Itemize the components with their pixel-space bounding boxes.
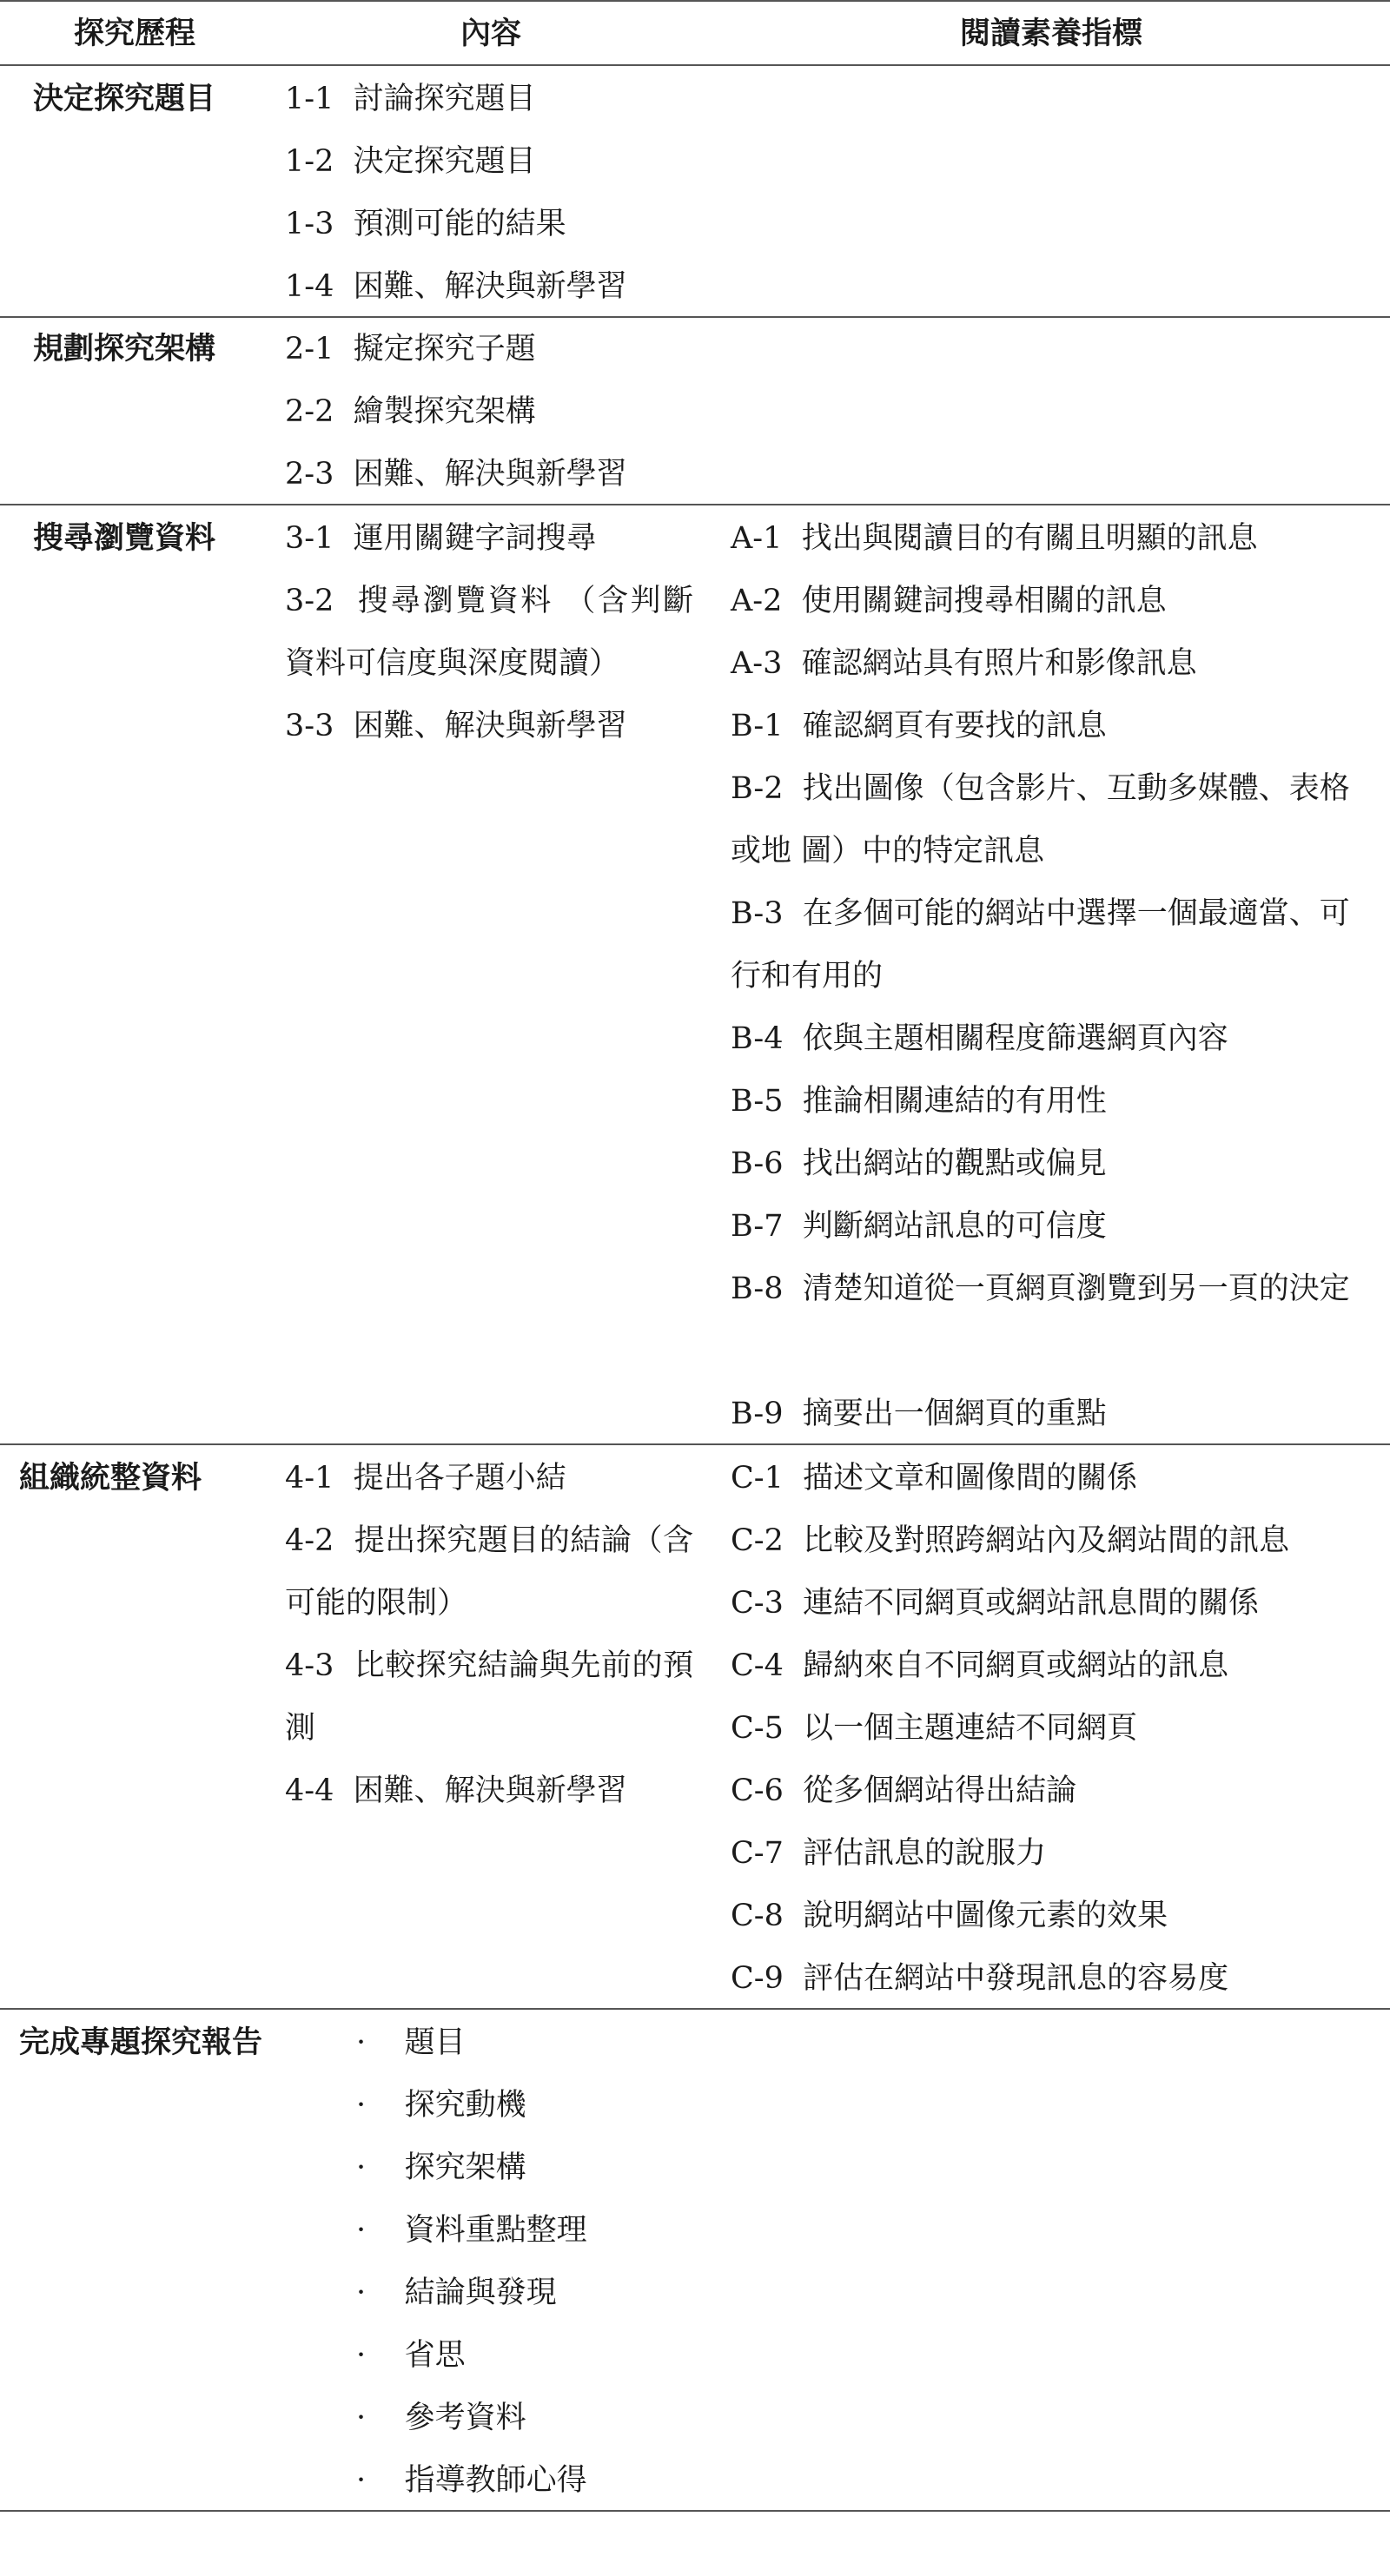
- content-code: 3-1: [285, 521, 334, 556]
- report-item-text: 指導教師心得: [404, 2463, 587, 2498]
- report-item-text: 題目: [404, 2025, 466, 2060]
- indicator-item: [731, 1383, 1107, 1445]
- content-text: 運用關鍵字詞搜尋: [353, 521, 597, 556]
- indicator-item: [731, 1760, 1076, 1822]
- report-item-text: 資料重點整理: [404, 2213, 587, 2248]
- section-rule: [0, 1443, 1390, 1445]
- content-item: [285, 1760, 627, 1822]
- report-item-text: 參考資料: [404, 2401, 526, 2435]
- content-text: 比較探究結論與先前的預測: [285, 1648, 693, 1746]
- report-item: [356, 2011, 466, 2074]
- indicator-code: B-3: [731, 896, 784, 931]
- indicator-code: C-1: [731, 1461, 784, 1496]
- content-code: 3-3: [285, 709, 334, 743]
- header-indicators: 閱讀素養指標: [959, 16, 1142, 51]
- content-text: 困難、解決與新學習: [353, 709, 627, 743]
- content-item: [285, 443, 627, 505]
- report-item-text: 探究動機: [404, 2088, 526, 2123]
- indicator-code: A-2: [731, 584, 783, 618]
- indicator-code: B-4: [731, 1021, 784, 1056]
- stage-label: 規劃探究架構: [33, 331, 216, 367]
- bullet-dot: ·: [356, 2401, 367, 2435]
- report-item: [356, 2449, 587, 2512]
- content-code: 1-4: [285, 269, 334, 304]
- content-item: [285, 68, 536, 130]
- indicator-item: [731, 882, 1373, 1007]
- report-item: [356, 2137, 526, 2199]
- content-code: 2-3: [285, 457, 334, 492]
- content-code: 4-4: [285, 1773, 334, 1808]
- indicator-code: B-1: [731, 709, 784, 743]
- indicator-text: 找出圖像（包含影片、互動多媒體、表格或地 圖）中的特定訊息: [731, 771, 1350, 869]
- content-code: 2-1: [285, 332, 334, 367]
- indicator-text: 摘要出一個網頁的重點: [802, 1397, 1107, 1431]
- report-item: [356, 2199, 587, 2262]
- stage-label: 搜尋瀏覽資料: [33, 520, 216, 556]
- indicator-code: B-5: [731, 1084, 784, 1119]
- stage-label: 完成專題探究報告: [19, 2024, 263, 2060]
- indicator-text: 連結不同網頁或網站訊息間的關係: [803, 1586, 1260, 1621]
- content-text: 擬定探究子題: [353, 332, 536, 367]
- indicator-code: C-3: [731, 1586, 784, 1621]
- report-item-text: 探究架構: [404, 2150, 526, 2185]
- content-item: [285, 1635, 693, 1760]
- indicator-item: [731, 570, 1167, 632]
- section-rule: [0, 504, 1390, 505]
- indicator-text: 找出與閱讀目的有關且明顯的訊息: [801, 521, 1258, 556]
- content-code: 1-1: [285, 82, 334, 116]
- content-text: 困難、解決與新學習: [353, 1773, 627, 1808]
- indicator-item: [731, 1572, 1259, 1635]
- indicator-item: [731, 1070, 1107, 1133]
- indicator-item: [731, 1697, 1137, 1760]
- report-item: [356, 2324, 466, 2387]
- indicator-item: [731, 1447, 1137, 1509]
- bullet-dot: ·: [356, 2025, 367, 2060]
- content-item: [285, 318, 536, 380]
- indicator-code: C-6: [731, 1773, 784, 1808]
- report-item-text: 結論與發現: [404, 2275, 557, 2310]
- indicator-code: B-2: [731, 771, 784, 806]
- indicator-code: C-4: [731, 1648, 784, 1683]
- indicator-item: [731, 507, 1258, 570]
- content-code: 2-2: [285, 394, 334, 429]
- report-item-text: 省思: [404, 2338, 466, 2373]
- content-code: 3-2: [285, 584, 334, 618]
- indicator-text: 歸納來自不同網頁或網站的訊息: [803, 1648, 1229, 1683]
- indicator-text: 清楚知道從一頁網頁瀏覽到另一頁的決定: [802, 1271, 1350, 1306]
- bullet-dot: ·: [356, 2338, 367, 2373]
- indicator-text: 判斷網站訊息的可信度: [802, 1209, 1107, 1244]
- indicator-text: 找出網站的觀點或偏見: [802, 1146, 1107, 1181]
- content-item: [285, 193, 566, 255]
- indicator-item: [731, 1258, 1373, 1320]
- content-text: 困難、解決與新學習: [353, 269, 627, 304]
- indicator-text: 確認網站具有照片和影像訊息: [801, 646, 1197, 681]
- content-text: 提出探究題目的結論（含可能的限制）: [285, 1523, 693, 1621]
- content-code: 4-1: [285, 1461, 334, 1496]
- indicator-item: [731, 1133, 1107, 1195]
- indicator-code: B-8: [731, 1271, 784, 1306]
- content-text: 決定探究題目: [353, 144, 536, 179]
- section-rule: [0, 2008, 1390, 2010]
- indicator-item: [731, 1822, 1046, 1885]
- indicator-code: C-7: [731, 1836, 784, 1871]
- indicator-item: [731, 1007, 1228, 1070]
- indicator-code: B-9: [731, 1397, 784, 1431]
- header-rule: [0, 64, 1390, 66]
- content-item: [285, 507, 597, 570]
- indicator-item: [731, 1885, 1168, 1947]
- content-item: [285, 1509, 693, 1635]
- indicator-code: A-3: [731, 646, 783, 681]
- indicator-code: C-2: [731, 1523, 784, 1558]
- indicator-text: 從多個網站得出結論: [803, 1773, 1077, 1808]
- indicator-code: C-5: [731, 1711, 784, 1746]
- indicator-text: 描述文章和圖像間的關係: [803, 1461, 1138, 1496]
- indicator-code: A-1: [731, 521, 783, 556]
- content-item: [285, 1447, 566, 1509]
- report-item: [356, 2262, 557, 2324]
- indicator-item: [731, 757, 1373, 882]
- table-top-rule: [0, 0, 1390, 2]
- content-item: [285, 255, 627, 318]
- bullet-dot: ·: [356, 2275, 367, 2310]
- bullet-dot: ·: [356, 2463, 367, 2498]
- header-content: 內容: [460, 16, 521, 51]
- content-text: 繪製探究架構: [353, 394, 536, 429]
- content-item: [285, 570, 693, 695]
- indicator-item: [731, 1947, 1228, 2010]
- bullet-dot: ·: [356, 2088, 367, 2123]
- indicator-text: 在多個可能的網站中選擇一個最適當、可行和有用的: [731, 896, 1350, 994]
- content-item: [285, 380, 536, 443]
- indicator-item: [731, 1509, 1289, 1572]
- indicator-code: C-9: [731, 1961, 784, 1996]
- bullet-dot: ·: [356, 2150, 367, 2185]
- stage-label: 決定探究題目: [33, 81, 216, 116]
- indicator-text: 以一個主題連結不同網頁: [803, 1711, 1138, 1746]
- indicator-text: 評估在網站中發現訊息的容易度: [803, 1961, 1229, 1996]
- indicator-text: 評估訊息的說服力: [803, 1836, 1047, 1871]
- indicator-text: 確認網頁有要找的訊息: [802, 709, 1107, 743]
- content-text: 預測可能的結果: [353, 207, 566, 241]
- table-bottom-rule: [0, 2510, 1390, 2512]
- content-code: 4-2: [285, 1523, 334, 1558]
- stage-label: 組織統整資料: [19, 1460, 202, 1496]
- header-stage: 探究歷程: [73, 16, 195, 51]
- indicator-code: B-7: [731, 1209, 784, 1244]
- content-code: 1-2: [285, 144, 334, 179]
- indicator-text: 說明網站中圖像元素的效果: [803, 1899, 1168, 1933]
- content-item: [285, 130, 536, 193]
- bullet-dot: ·: [356, 2213, 367, 2248]
- indicator-text: 依與主題相關程度篩選網頁內容: [802, 1021, 1228, 1056]
- content-text: 搜尋瀏覽資料 （含判斷資料可信度與深度閱讀）: [285, 584, 693, 681]
- content-item: [285, 695, 627, 757]
- indicator-item: [731, 632, 1197, 695]
- report-item: [356, 2074, 526, 2137]
- indicator-item: [731, 1195, 1107, 1258]
- content-code: 4-3: [285, 1648, 334, 1683]
- content-code: 1-3: [285, 207, 334, 241]
- indicator-code: B-6: [731, 1146, 784, 1181]
- indicator-item: [731, 695, 1107, 757]
- content-text: 討論探究題目: [353, 82, 536, 116]
- indicator-text: 使用關鍵詞搜尋相關的訊息: [801, 584, 1167, 618]
- content-text: 提出各子題小結: [353, 1461, 566, 1496]
- indicator-text: 推論相關連結的有用性: [802, 1084, 1107, 1119]
- indicator-code: C-8: [731, 1899, 784, 1933]
- indicator-text: 比較及對照跨網站內及網站間的訊息: [803, 1523, 1290, 1558]
- content-text: 困難、解決與新學習: [353, 457, 627, 492]
- report-item: [356, 2387, 526, 2449]
- indicator-item: [731, 1635, 1228, 1697]
